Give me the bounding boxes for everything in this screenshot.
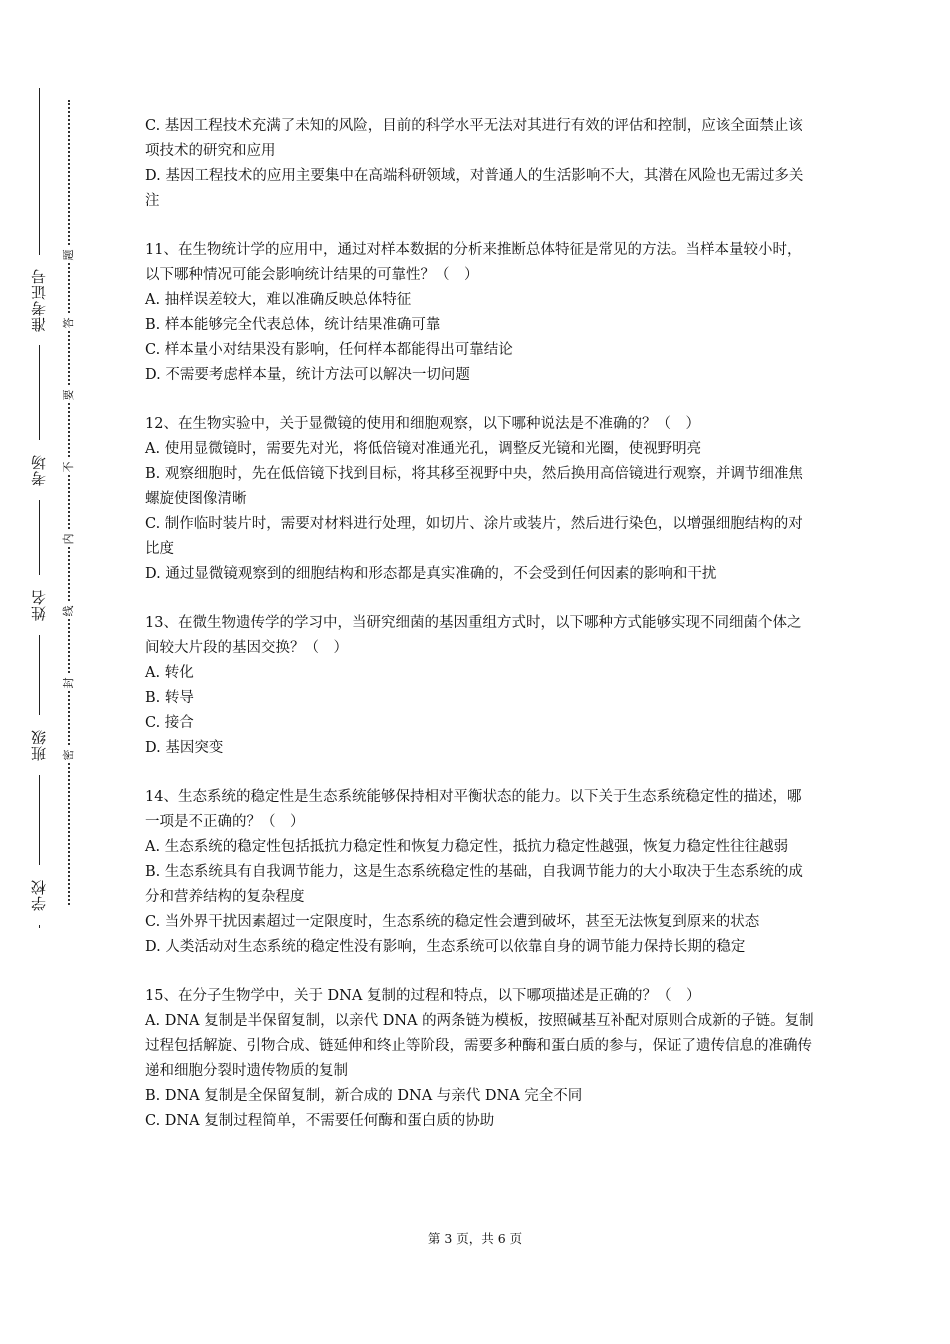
- seal-char-nei: 内: [62, 531, 76, 547]
- option-c: C. 基因工程技术充满了未知的风险，目前的科学水平无法对其进行有效的评估和控制，应该全面禁止该项技术的研究和应用: [145, 118, 803, 159]
- option-c: C. DNA 复制过程简单，不需要任何酶和蛋白质的协助: [145, 1113, 495, 1129]
- option-a: A. 抽样误差较大，难以准确反映总体特征: [145, 292, 412, 308]
- option-a: A. 转化: [145, 665, 194, 681]
- exam-content: [145, 114, 815, 1134]
- seal-char-ti: 题: [62, 247, 76, 263]
- option-b: B. 样本能够完全代表总体，统计结果准确可靠: [145, 317, 441, 333]
- option-c: C. 当外界干扰因素超过一定限度时，生态系统的稳定性会遭到破坏，甚至无法恢复到原来的状态: [145, 914, 760, 930]
- question-stem: 13、在微生物遗传学的学习中，当研究细菌的基因重组方式时，以下哪种方式能够实现不同细菌个体之间较大片段的基因交换？（ ）: [145, 615, 802, 656]
- exam-number-label: 准考证号: [26, 255, 52, 345]
- seal-char-yao: 要: [62, 387, 76, 403]
- option-d: D. 通过显微镜观察到的细胞结构和形态都是真实准确的，不会受到任何因素的影响和干扰: [145, 566, 717, 582]
- question-stem: 12、在生物实验中，关于显微镜的使用和细胞观察，以下哪种说法是不准确的？（ ）: [145, 416, 700, 432]
- seal-char-feng: 封: [62, 675, 76, 691]
- question-stem: 11、在生物统计学的应用中，通过对样本数据的分析来推断总体特征是常见的方法。当样本量较小时，以下哪种情况可能会影响统计结果的可靠性？（ ）: [145, 242, 802, 283]
- option-a: A. 使用显微镜时，需要先对光，将低倍镜对准通光孔，调整反光镜和光圈，使视野明亮: [145, 441, 702, 457]
- name-label: 姓名: [26, 575, 52, 635]
- binding-solid-line: [39, 88, 40, 928]
- binding-margin: [0, 0, 110, 1344]
- question-stem: 14、生态系统的稳定性是生态系统能够保持相对平衡状态的能力。以下关于生态系统稳定性的描述，哪一项是不正确的？（ ）: [145, 789, 802, 830]
- question-stem: 15、在分子生物学中，关于 DNA 复制的过程和特点，以下哪项描述是正确的？（ ）: [145, 988, 701, 1004]
- question-11: [145, 238, 815, 388]
- option-b: B. DNA 复制是全保留复制，新合成的 DNA 与亲代 DNA 完全不同: [145, 1088, 583, 1104]
- question-14: [145, 785, 815, 960]
- option-b: B. 转导: [145, 690, 194, 706]
- school-label: 学校: [26, 865, 52, 925]
- seal-char-mi: 密: [62, 747, 76, 763]
- option-d: D. 人类活动对生态系统的稳定性没有影响，生态系统可以依靠自身的调节能力保持长期的稳定: [145, 939, 746, 955]
- seal-char-da: 答: [62, 315, 76, 331]
- question-10-tail: [145, 114, 815, 214]
- option-d: D. 基因突变: [145, 740, 224, 756]
- page-number: 第 3 页，共 6 页: [427, 1231, 523, 1246]
- option-d: D. 基因工程技术的应用主要集中在高端科研领域，对普通人的生活影响不大，其潜在风险也无需过多关注: [145, 168, 804, 209]
- option-a: A. DNA 复制是半保留复制，以亲代 DNA 的两条链为模板，按照碱基互补配对原则合成新的子链。复制过程包括解旋、引物合成、链延伸和终止等阶段，需要多种酶和蛋白质的参与，保证了遗传信息的准确传递和细胞分裂时遗传物质的复制: [145, 1013, 814, 1079]
- question-15: [145, 984, 815, 1134]
- option-a: A. 生态系统的稳定性包括抵抗力稳定性和恢复力稳定性，抵抗力稳定性越强，恢复力稳定性往往越弱: [145, 839, 789, 855]
- option-c: C. 样本量小对结果没有影响，任何样本都能得出可靠结论: [145, 342, 513, 358]
- class-label: 班级: [26, 715, 52, 775]
- option-d: D. 不需要考虑样本量，统计方法可以解决一切问题: [145, 367, 470, 383]
- option-c: C. 接合: [145, 715, 194, 731]
- option-b: B. 观察细胞时，先在低倍镜下找到目标，将其移至视野中央，然后换用高倍镜进行观察，并调节细准焦螺旋使图像清晰: [145, 466, 803, 507]
- seal-char-xian: 线: [62, 603, 76, 619]
- seal-char-bu: 不: [62, 459, 76, 475]
- question-12: [145, 412, 815, 587]
- option-c: C. 制作临时装片时，需要对材料进行处理，如切片、涂片或装片，然后进行染色，以增强细胞结构的对比度: [145, 516, 803, 557]
- binding-dotted-line: [68, 100, 70, 905]
- exam-room-label: 考场: [26, 440, 52, 500]
- question-13: [145, 611, 815, 761]
- option-b: B. 生态系统具有自我调节能力，这是生态系统稳定性的基础，自我调节能力的大小取决于生态系统的成分和营养结构的复杂程度: [145, 864, 803, 905]
